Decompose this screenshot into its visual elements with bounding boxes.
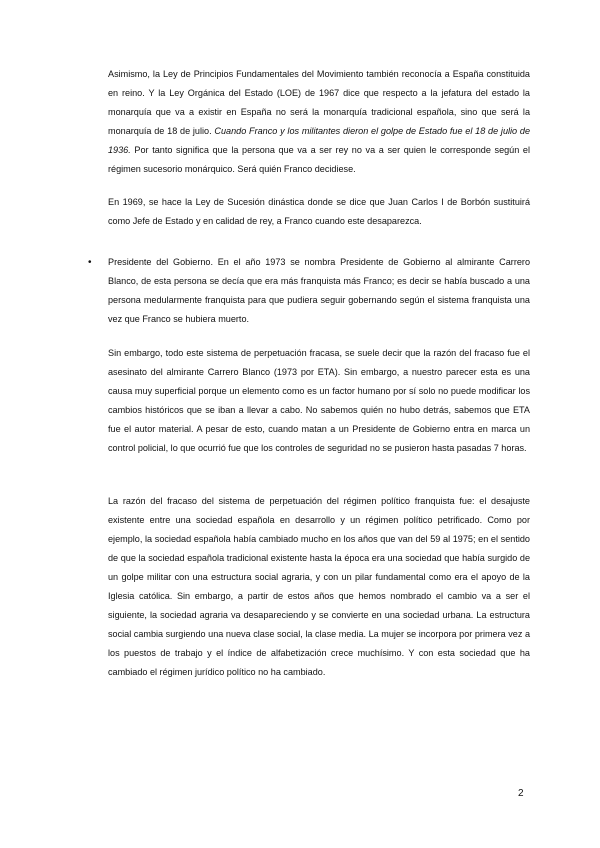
paragraph-succession-law: En 1969, se hace la Ley de Sucesión dinástica donde se dice que Juan Carlos I de Borbón sustituirá como Jefe de Estado y en calidad de rey, a Franco cuando este desaparezca. [108,197,530,226]
paragraph-monarchy-laws [108,65,530,179]
paragraph-monarchy-laws-italic: Cuando Franco y los militantes dieron el golpe de Estado fue el 18 de julio de 1936. [108,126,530,155]
page-number: 2 [518,788,524,799]
bullet-marker: • [88,257,92,268]
paragraph-monarchy-laws-text: Asimismo, la Ley de Principios Fundamentales del Movimiento también reconocía a España constituida en reino. Y la Ley Orgánica del Estado (LOE) de 1967 dice que respecto a la jefatura del estado la monarquía que va a existir en España no será la monarquía tradicional española, sino que será la monarquía de 18 de julio. [108,69,530,136]
paragraph-perpetuation-failure: Sin embargo, todo este sistema de perpetuación fracasa, se suele decir que la razón del fracaso fue el asesinato del almirante Carrero Blanco (1973 por ETA). Sin embargo, a nuestro parecer esta es una causa muy superficial porque un elemento como es un factor humano por sí solo no puede modificar los cambios históricos que se iban a llevar a cabo. No sabemos quién no hubo detrás, sabemos que ETA fue el autor material. A pesar de esto, cuando matan a un Presidente de Gobierno entra en marca un control policial, lo que ocurrió fue que los controles de seguridad no se pusieron hasta pasadas 7 horas. [108,348,530,453]
paragraph-monarchy-laws-text-2: Por tanto significa que la persona que va a ser rey no va a ser quien le corresponde según el régimen sucesorio monárquico. Será quién Franco decidiese. [108,145,531,174]
paragraph-president-government: Presidente del Gobierno. En el año 1973 se nombra Presidente de Gobierno al almirante Carrero Blanco, de esta persona se decía que era más franquista más Franco; es decir se había buscado a una persona medularmente franquista para que pudiera seguir gobernando según el sistema franquista una vez que Franco se hubiera muerto. [108,257,530,324]
paragraph-failure-reason: La razón del fracaso del sistema de perpetuación del régimen político franquista fue: el desajuste existente entre una sociedad española en desarrollo y un régimen político petrificado. Como por ejemplo, la sociedad española había cambiado mucho en los años que van del 59 al 1975; en el sentido de que la sociedad española tradicional existente hasta la época era una sociedad que había surgido de un golpe militar con una estructura social agraria, y con un pilar fundamental como era el apoyo de la Iglesia católica. Sin embargo, a partir de estos años que hemos nombrado el cambio va a ser el siguiente, la sociedad agraria va desapareciendo y se convierte en una sociedad urbana. La estructura social cambia surgiendo una nueva clase social, la clase media. La mujer se incorpora por primera vez a los puestos de trabajo y el índice de alfabetización crece muchísimo. Y con esta sociedad que ha cambiado el régimen jurídico político no ha cambiado. [108,496,530,677]
